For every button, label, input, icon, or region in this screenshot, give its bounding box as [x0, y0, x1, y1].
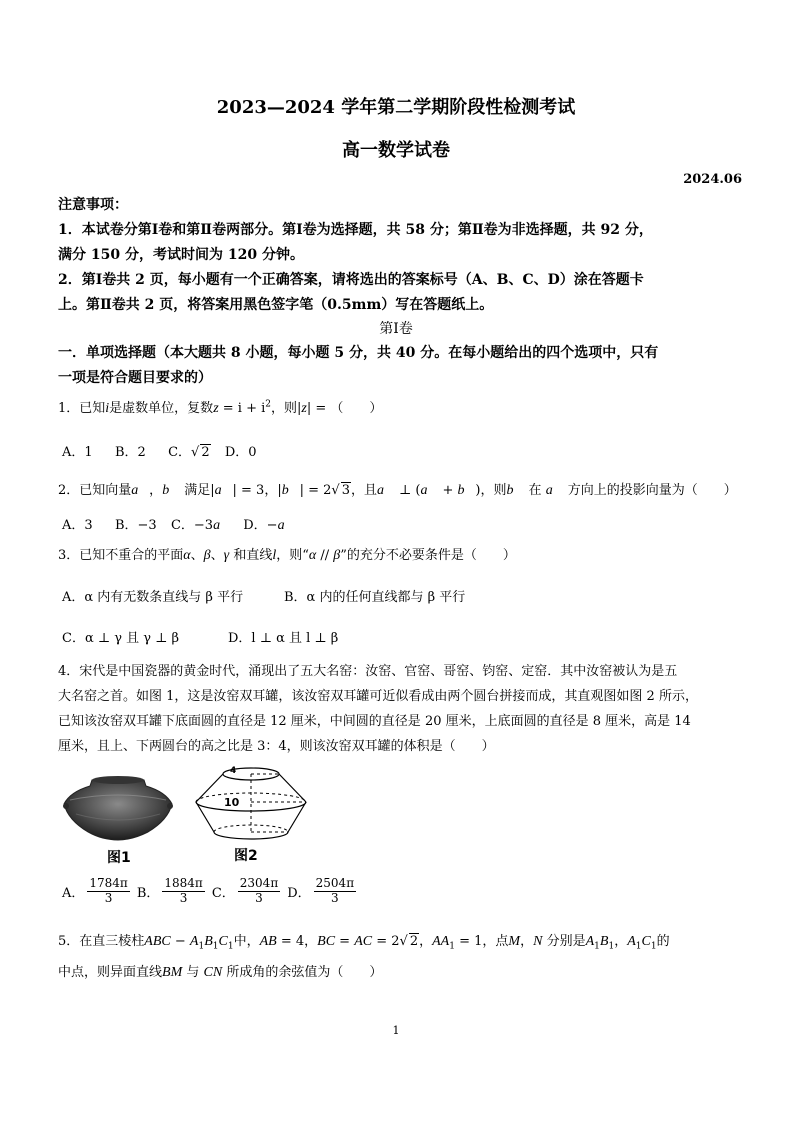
- q4-option-a-fraction: $\frac{1784\pi}{3}$: [89, 876, 128, 905]
- question-3-stem: 3．已知不重合的平面α、β、γ 和直线l，则“α // β”的充分不必要条件是（ ）: [58, 548, 516, 563]
- q3-option-a[interactable]: A．α 内有无数条直线与 β 平行: [62, 590, 244, 605]
- figure-2-caption: 图2: [234, 848, 258, 864]
- q1-option-a[interactable]: A．1: [62, 445, 93, 460]
- q3-option-c[interactable]: C．α ⊥ γ 且 γ ⊥ β: [62, 631, 180, 646]
- q1-option-c[interactable]: C．√ 2: [168, 445, 210, 460]
- part-one-heading: 第Ⅰ卷: [379, 321, 413, 337]
- page-number: 1: [392, 1024, 400, 1037]
- frustum-diagram-figure: [190, 764, 312, 844]
- q2-option-c[interactable]: C．−3a⃗: [170, 518, 231, 533]
- section-one-line-1: 一．单项选择题（本大题共 8 小题，每小题 5 分，共 40 分。在每小题给出的四个选项中，只有: [58, 345, 659, 361]
- q4-option-b-fraction: $\frac{1884\pi}{3}$: [164, 876, 203, 905]
- q1-option-d[interactable]: D．0: [224, 445, 257, 460]
- q1-option-b[interactable]: B．2: [114, 445, 146, 460]
- figure-1-caption: 图1: [107, 850, 131, 866]
- q2-option-d[interactable]: D．−a⃗: [243, 518, 296, 533]
- q3-option-d[interactable]: D．l ⊥ α 且 l ⊥ β: [228, 631, 339, 646]
- question-4-line-4: 厘米，且上、下两圆台的高之比是 3：4，则该汝窑双耳罐的体积是（ ）: [58, 739, 495, 754]
- q4-option-a[interactable]: A． $\frac{1784\pi}{3}$: [62, 876, 128, 905]
- question-5-line-2: 中点，则异面直线BM 与 CN 所成角的余弦值为（ ）: [58, 965, 383, 980]
- q2-option-a[interactable]: A．3: [62, 518, 93, 533]
- jar-photo-figure: [62, 770, 174, 846]
- exam-date: 2024.06: [683, 172, 742, 187]
- q3-option-b[interactable]: B．α 内的任何直线都与 β 平行: [284, 590, 466, 605]
- q2-option-b[interactable]: B．−3: [114, 518, 157, 533]
- question-2-options: [62, 514, 295, 534]
- question-2-stem: 2．已知向量a⃗，b⃗ 满足|a⃗| = 3，|b⃗| = 2√ 3，且a⃗ ⊥ (a⃗ + b⃗)，则b⃗ 在 a⃗ 方向上的投影向量为（ ）: [58, 483, 737, 498]
- question-4-options: [62, 877, 359, 906]
- question-5-line-1: 5．在直三棱柱ABC − $A_1B_1C_1$中，AB = 4，BC = AC = 2√ 2，$AA_1 = 1$，点M，N 分别是$A_1B_1$，$A_1C_1$的: [58, 934, 670, 952]
- q4-option-c-fraction: $\frac{2304\pi}{3}$: [239, 876, 279, 905]
- q4-option-d[interactable]: D． $\frac{2504\pi}{3}$: [287, 876, 355, 905]
- notes-line-2b: 上。第Ⅱ卷共 2 页，将答案用黑色签字笔（0.5mm）写在答题纸上。: [58, 297, 494, 313]
- question-4-line-1: 4．宋代是中国瓷器的黄金时代，涌现出了五大名窑：汝窑、官窑、哥窑、钧窑、定窑．其中汝窑被认为是五: [58, 664, 678, 679]
- q4-option-d-fraction: $\frac{2504\pi}{3}$: [315, 876, 355, 905]
- question-1-stem: 1．已知i是虚数单位，复数$z = i + i^2$，则|z| = （ ）: [58, 399, 383, 416]
- notes-line-1a: 1．本试卷分第Ⅰ卷和第Ⅱ卷两部分。第Ⅰ卷为选择题，共 58 分；第Ⅱ卷为非选择题，共 92 分，: [58, 222, 653, 238]
- q4-option-b[interactable]: B． $\frac{1884\pi}{3}$: [136, 876, 203, 905]
- exam-title: 2023—2024 学年第二学期阶段性检测考试: [216, 97, 576, 118]
- question-1-options: [62, 441, 257, 460]
- top-diameter-label: 4: [230, 766, 237, 776]
- exam-subtitle: 高一数学试卷: [342, 140, 450, 161]
- notes-heading: 注意事项：: [58, 197, 128, 213]
- section-one-line-2: 一项是符合题目要求的）: [58, 370, 212, 386]
- notes-line-1b: 满分 150 分，考试时间为 120 分钟。: [58, 247, 304, 263]
- question-4-line-2: 大名窑之首。如图 1，这是汝窑双耳罐，该汝窑双耳罐可近似看成由两个圆台拼接而成，其直观图如图 2 所示，: [58, 689, 698, 704]
- question-4-line-3: 已知该汝窑双耳罐下底面圆的直径是 12 厘米，中间圆的直径是 20 厘米，上底面圆的直径是 8 厘米，高是 14: [58, 714, 691, 729]
- middle-diameter-label: 10: [224, 796, 240, 809]
- q4-option-c[interactable]: C． $\frac{2304\pi}{3}$: [211, 876, 279, 905]
- notes-line-2a: 2．第Ⅰ卷共 2 页，每小题有一个正确答案，请将选出的答案标号（A、B、C、D）涂在答题卡: [58, 272, 644, 288]
